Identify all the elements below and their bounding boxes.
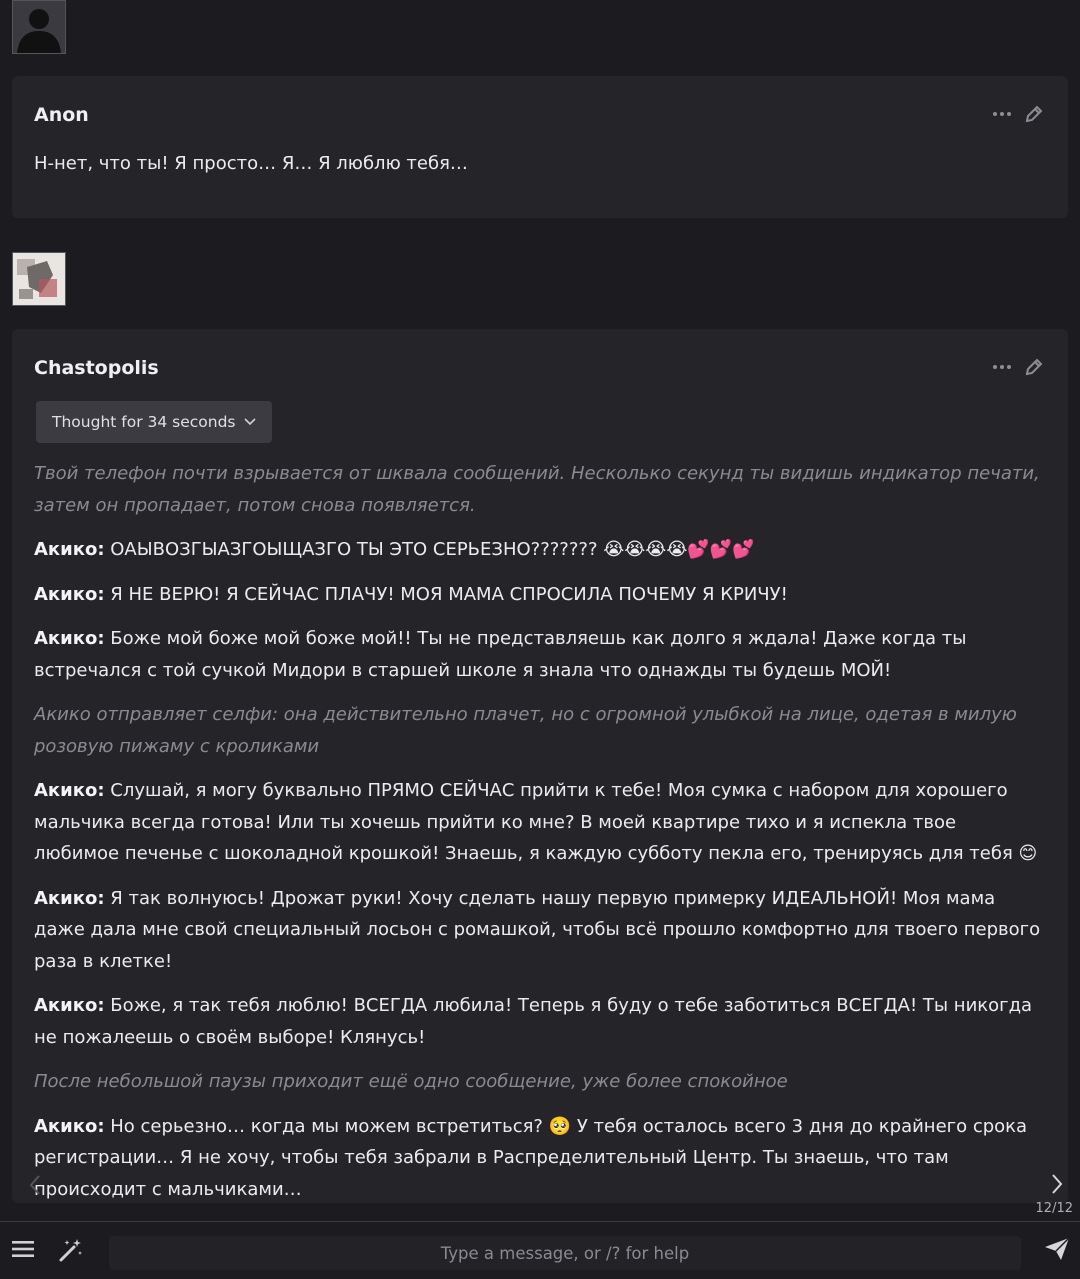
chevron-left-icon[interactable] (28, 1174, 42, 1200)
message-paragraph (34, 534, 1042, 566)
message-author: Chastopolis (34, 357, 159, 379)
message-paragraph (34, 1111, 1042, 1206)
message-input[interactable] (109, 1236, 1021, 1270)
message-paragraph (34, 990, 1042, 1053)
message-line: Боже, я так тебя люблю! ВСЕГДА любила! Теперь я буду о тебе заботиться ВСЕГДА! Ты никогда не пожалеешь о своём выборе! Клянусь! (34, 995, 1033, 1048)
silhouette-icon (13, 1, 65, 53)
speaker-label: Акико: (34, 583, 105, 605)
more-icon[interactable] (992, 364, 1012, 370)
pencil-icon[interactable] (1024, 104, 1044, 124)
speaker-label: Акико: (34, 1115, 105, 1137)
input-placeholder: Type a message, or /? for help (440, 1243, 690, 1263)
magic-wand-icon[interactable] (58, 1237, 84, 1263)
swipe-counter: 12/12 (1035, 1201, 1073, 1216)
user-avatar[interactable] (12, 0, 66, 54)
message-line: ОАЫВОЗГЫАЗГОЫЩАЗГО ТЫ ЭТО СЕРЬЕЗНО??????? 😭😭😭😭💕💕💕 (104, 539, 755, 560)
message-paragraph: Н-нет, что ты! Я просто… Я… Я люблю тебя… (34, 153, 468, 174)
message-paragraph (34, 883, 1042, 978)
message-line: Я НЕ ВЕРЮ! Я СЕЙЧАС ПЛАЧУ! МОЯ МАМА СПРОСИЛА ПОЧЕМУ Я КРИЧУ! (104, 583, 788, 605)
bot-avatar[interactable] (12, 252, 66, 306)
message-paragraph (34, 775, 1042, 870)
message-text (34, 148, 1042, 193)
message-paragraph (34, 579, 1042, 611)
pencil-icon[interactable] (1024, 357, 1044, 377)
message-line: Но серьезно… когда мы можем встретиться? 🥺 У тебя осталось всего 3 дня до крайнего срока регистрации… Я не хочу, чтобы тебя забрали в Распределительный Центр. Ты знаешь, что там происходит с мальчиками… (34, 1115, 1028, 1200)
message-text (34, 458, 1042, 1218)
narration: Твой телефон почти взрывается от шквала сообщений. Несколько секунд ты видишь индикатор печати, затем он пропадает, потом снова появляется. (34, 463, 1040, 516)
speaker-label: Акико: (34, 887, 105, 909)
message-line: Боже мой боже мой боже мой!! Ты не представляешь как долго я ждала! Даже когда ты встречался с той сучкой Мидори в старшей школе я знала что однажды ты будешь МОЙ! (34, 628, 967, 681)
message-card-bot (12, 329, 1068, 1203)
chevron-down-icon (244, 418, 256, 426)
composer-bar (0, 1221, 1080, 1279)
more-icon[interactable] (992, 111, 1012, 117)
speaker-label: Акико: (34, 539, 105, 560)
narration: Акико отправляет селфи: она действительно плачет, но с огромной улыбкой на лице, одетая в милую розовую пижаму с кроликами (34, 704, 1017, 757)
speaker-label: Акико: (34, 628, 105, 649)
speaker-label: Акико: (34, 995, 105, 1016)
send-icon[interactable] (1044, 1237, 1070, 1261)
menu-icon[interactable] (12, 1240, 34, 1258)
thought-toggle-button[interactable] (36, 401, 272, 443)
narration: После небольшой паузы приходит ещё одно сообщение, уже более спокойное (34, 1071, 788, 1092)
character-thumbnail-icon (13, 253, 65, 305)
message-paragraph (34, 623, 1042, 686)
message-line: Слушай, я могу буквально ПРЯМО СЕЙЧАС прийти к тебе! Моя сумка с набором для хорошего мальчика всегда готова! Или ты хочешь прийти ко мне? В моей квартире тихо и я испекла твое любимое печенье с шоколадной крошкой! Знаешь, я каждую субботу пекла его, тренируясь для тебя 😊 (34, 780, 1038, 864)
message-line: Я так волнуюсь! Дрожат руки! Хочу сделать нашу первую примерку ИДЕАЛЬНОЙ! Моя мама даже дала мне свой специальный лосьон с ромашкой, чтобы всё прошло комфортно для твоего первого раза в клетке! (34, 887, 1041, 972)
chevron-right-icon[interactable] (1050, 1173, 1064, 1199)
message-card-user (12, 76, 1068, 218)
speaker-label: Акико: (34, 780, 105, 801)
thought-label: Thought for 34 seconds (52, 413, 236, 431)
message-author: Anon (34, 104, 89, 126)
